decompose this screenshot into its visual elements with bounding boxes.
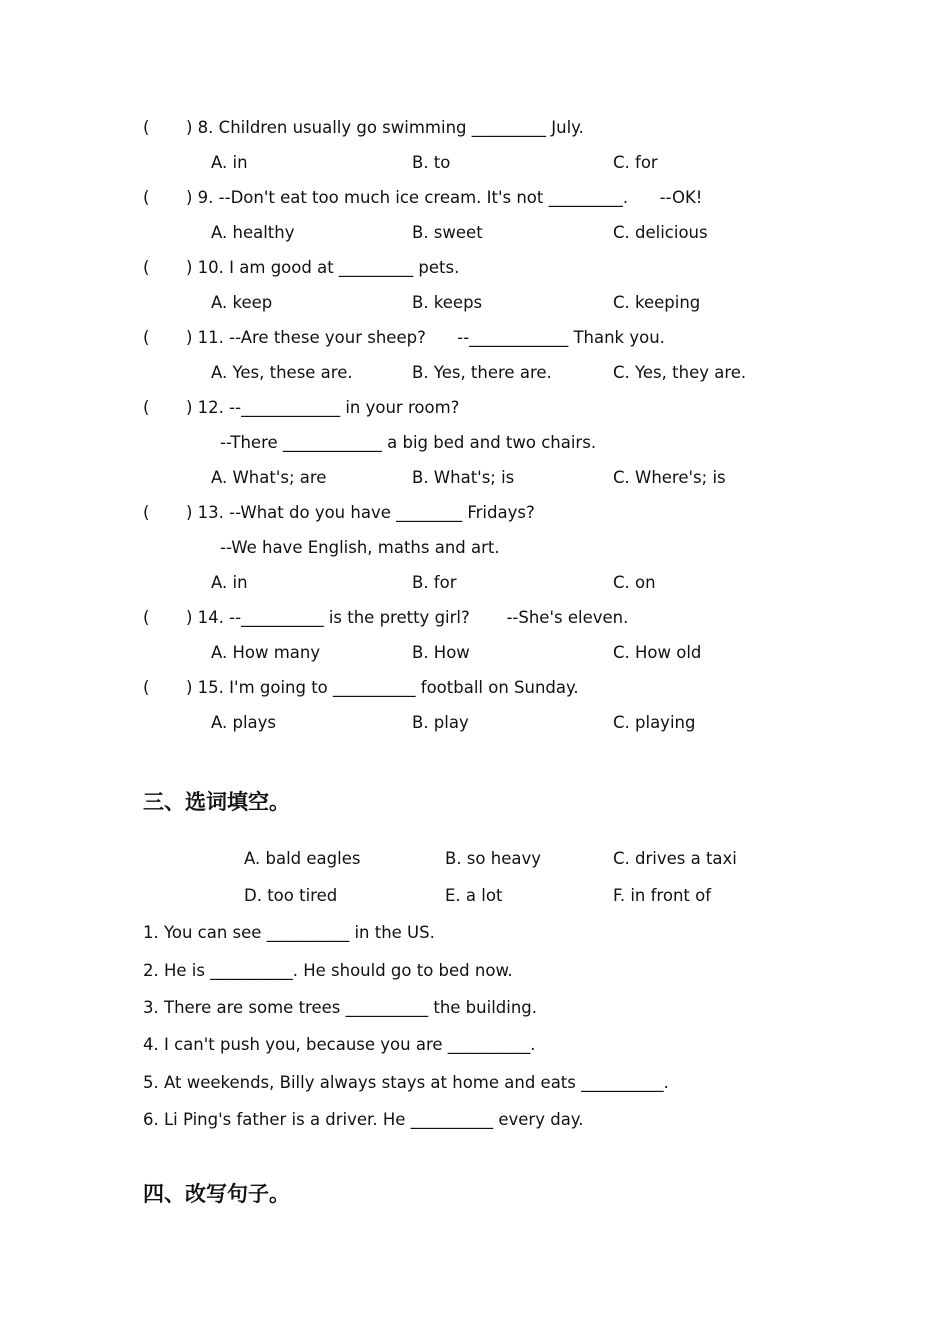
option-c: C. Where's; is	[613, 468, 726, 487]
option-a: A. in	[211, 573, 248, 592]
option-b: B. Yes, there are.	[412, 363, 552, 382]
question-stem: ) 14. --__________ is the pretty girl? --She's eleven.	[186, 608, 629, 627]
word-bank-item: F. in front of	[613, 886, 712, 905]
question-stem: ) 13. --What do you have ________ Fridays?	[186, 503, 535, 522]
section-heading: 四、改写句子。	[143, 1182, 290, 1206]
option-c: C. Yes, they are.	[613, 363, 747, 382]
option-c: C. for	[613, 153, 658, 172]
answer-paren: (	[143, 328, 150, 347]
option-c: C. delicious	[613, 223, 708, 242]
answer-paren: (	[143, 678, 150, 697]
answer-paren: (	[143, 118, 150, 137]
option-a: A. Yes, these are.	[211, 363, 353, 382]
question-stem: ) 11. --Are these your sheep? --____________ Thank you.	[186, 328, 665, 347]
fill-in-sentence: 5. At weekends, Billy always stays at home and eats __________.	[143, 1073, 669, 1092]
option-b: B. for	[412, 573, 457, 592]
option-b: B. sweet	[412, 223, 483, 242]
question-stem: ) 12. --____________ in your room?	[186, 398, 460, 417]
word-bank-item: C. drives a taxi	[613, 849, 737, 868]
word-bank-item: A. bald eagles	[244, 849, 361, 868]
option-b: B. keeps	[412, 293, 483, 312]
question-stem: ) 8. Children usually go swimming _________ July.	[186, 118, 584, 137]
option-b: B. play	[412, 713, 469, 732]
answer-paren: (	[143, 503, 150, 522]
option-c: C. playing	[613, 713, 696, 732]
answer-paren: (	[143, 258, 150, 277]
option-c: C. How old	[613, 643, 702, 662]
option-a: A. keep	[211, 293, 273, 312]
option-a: A. What's; are	[211, 468, 327, 487]
question-stem: ) 10. I am good at _________ pets.	[186, 258, 460, 277]
option-c: C. keeping	[613, 293, 701, 312]
word-bank-item: E. a lot	[445, 886, 503, 905]
option-a: A. healthy	[211, 223, 295, 242]
fill-in-sentence: 6. Li Ping's father is a driver. He __________ every day.	[143, 1110, 584, 1129]
word-bank-item: D. too tired	[244, 886, 338, 905]
fill-in-sentence: 4. I can't push you, because you are __________.	[143, 1035, 536, 1054]
question-extra-line: --We have English, maths and art.	[220, 538, 500, 557]
question-stem: ) 9. --Don't eat too much ice cream. It's not _________. --OK!	[186, 188, 703, 207]
option-a: A. plays	[211, 713, 277, 732]
question-stem: ) 15. I'm going to __________ football on Sunday.	[186, 678, 579, 697]
option-b: B. How	[412, 643, 470, 662]
answer-paren: (	[143, 188, 150, 207]
option-a: A. in	[211, 153, 248, 172]
fill-in-sentence: 2. He is __________. He should go to bed now.	[143, 961, 513, 980]
option-b: B. to	[412, 153, 451, 172]
answer-paren: (	[143, 398, 150, 417]
option-b: B. What's; is	[412, 468, 515, 487]
section-heading: 三、选词填空。	[143, 790, 290, 814]
fill-in-sentence: 1. You can see __________ in the US.	[143, 923, 435, 942]
fill-in-sentence: 3. There are some trees __________ the building.	[143, 998, 538, 1017]
option-a: A. How many	[211, 643, 321, 662]
answer-paren: (	[143, 608, 150, 627]
question-extra-line: --There ____________ a big bed and two chairs.	[220, 433, 597, 452]
word-bank-item: B. so heavy	[445, 849, 541, 868]
option-c: C. on	[613, 573, 656, 592]
